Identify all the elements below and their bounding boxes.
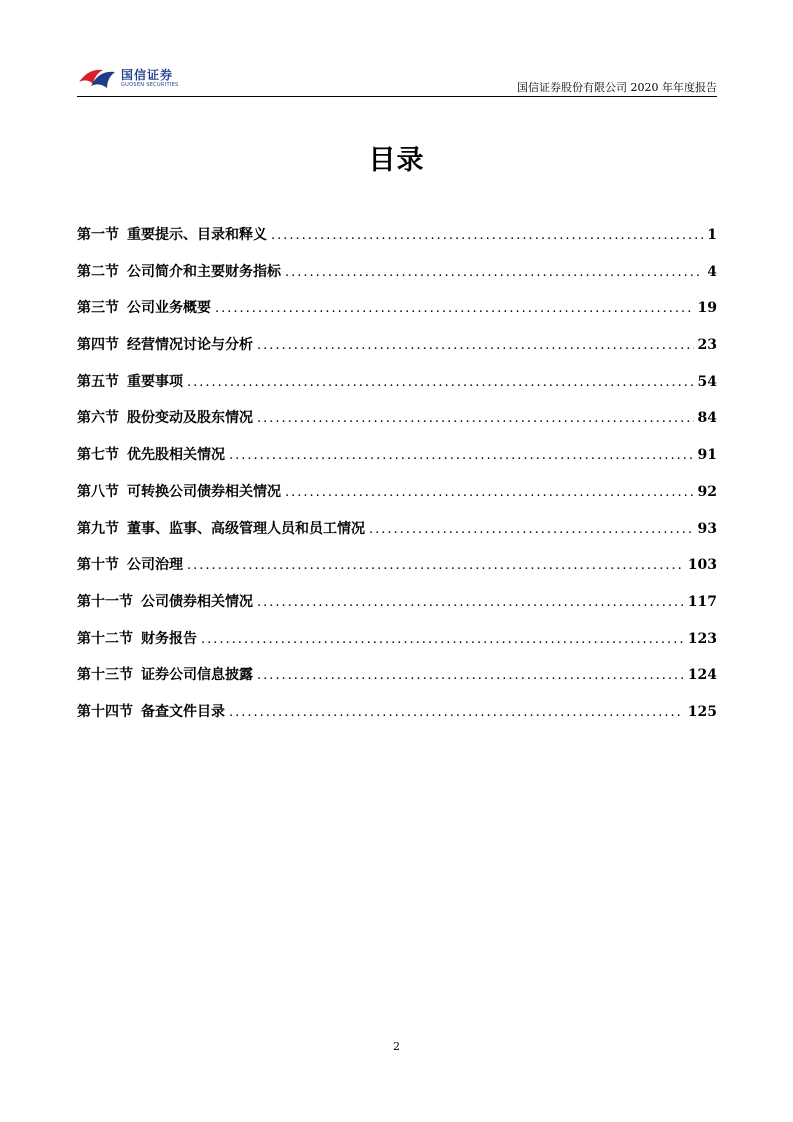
toc-section-title: 备查文件目录 <box>141 703 225 720</box>
table-of-contents <box>77 224 717 738</box>
toc-section-label: 第九节 <box>77 520 119 537</box>
toc-section-title: 董事、监事、高级管理人员和员工情况 <box>127 520 365 537</box>
toc-section-title: 证券公司信息披露 <box>141 667 253 684</box>
toc-page-number: 54 <box>697 373 717 390</box>
toc-section-label: 第六节 <box>77 410 119 427</box>
toc-section-title: 公司简介和主要财务指标 <box>127 263 281 280</box>
page-title: 目录 <box>368 145 425 176</box>
toc-leader-dots <box>187 375 694 390</box>
toc-section-label: 第三节 <box>77 300 119 317</box>
toc-leader-dots <box>201 632 684 647</box>
toc-page-number: 4 <box>707 263 717 280</box>
toc-section-label: 第十一节 <box>77 593 133 610</box>
toc-leader-dots <box>257 595 684 610</box>
toc-page-number: 92 <box>697 483 717 500</box>
toc-entry[interactable] <box>77 701 717 738</box>
toc-section-label: 第一节 <box>77 227 119 243</box>
toc-entry[interactable] <box>77 554 717 591</box>
toc-leader-dots <box>187 558 684 573</box>
toc-page-number: 124 <box>687 667 717 684</box>
toc-entry[interactable] <box>77 481 717 518</box>
toc-section-title: 经营情况讨论与分析 <box>127 337 253 354</box>
toc-page-number: 91 <box>697 447 717 464</box>
toc-entry[interactable] <box>77 444 717 481</box>
toc-leader-dots <box>229 448 694 463</box>
toc-entry[interactable] <box>77 664 717 701</box>
logo-text-cn: 国信证券 <box>121 68 174 82</box>
guosen-logo <box>77 62 197 94</box>
toc-entry[interactable] <box>77 297 717 334</box>
toc-entry[interactable] <box>77 224 717 261</box>
toc-section-label: 第八节 <box>77 483 119 500</box>
toc-section-title: 股份变动及股东情况 <box>127 410 253 427</box>
toc-leader-dots <box>257 411 694 426</box>
toc-leader-dots <box>285 485 694 500</box>
toc-leader-dots <box>285 265 703 280</box>
toc-page-number: 19 <box>697 300 717 317</box>
toc-page-number: 117 <box>687 593 717 610</box>
header-title: 国信证券股份有限公司 2020 年年度报告 <box>517 81 717 94</box>
toc-section-label: 第十四节 <box>77 703 133 720</box>
logo-text-en: GUOSEN SECURITIES <box>121 82 179 88</box>
toc-section-title: 重要事项 <box>127 373 183 390</box>
toc-page-number: 125 <box>687 703 717 720</box>
toc-leader-dots <box>229 705 684 720</box>
toc-section-title: 重要提示、目录和释义 <box>127 227 267 243</box>
toc-page-number: 23 <box>697 337 717 354</box>
toc-page-number: 93 <box>697 520 717 537</box>
toc-entry[interactable] <box>77 518 717 555</box>
toc-leader-dots <box>271 228 703 243</box>
toc-page-number: 123 <box>687 630 717 647</box>
toc-section-label: 第四节 <box>77 337 119 354</box>
toc-section-title: 优先股相关情况 <box>127 447 225 464</box>
toc-section-label: 第七节 <box>77 447 119 464</box>
toc-section-label: 第五节 <box>77 373 119 390</box>
logo-mark-icon <box>77 64 117 90</box>
toc-leader-dots <box>257 338 694 353</box>
toc-section-title: 可转换公司债券相关情况 <box>127 483 281 500</box>
toc-section-label: 第十节 <box>77 557 119 574</box>
toc-entry[interactable] <box>77 371 717 408</box>
toc-entry[interactable] <box>77 591 717 628</box>
toc-entry[interactable] <box>77 628 717 665</box>
toc-section-title: 公司治理 <box>127 557 183 574</box>
toc-section-title: 公司债券相关情况 <box>141 593 253 610</box>
toc-page-number: 103 <box>687 557 717 574</box>
page-number: 2 <box>393 1040 400 1053</box>
page-header <box>77 62 717 97</box>
toc-entry[interactable] <box>77 407 717 444</box>
toc-page-number: 84 <box>697 410 717 427</box>
toc-section-title: 财务报告 <box>141 630 197 647</box>
toc-entry[interactable] <box>77 261 717 298</box>
toc-section-title: 公司业务概要 <box>127 300 211 317</box>
toc-leader-dots <box>215 301 694 316</box>
toc-entry[interactable] <box>77 334 717 371</box>
toc-leader-dots <box>257 668 684 683</box>
toc-page-number: 1 <box>707 227 717 243</box>
toc-section-label: 第二节 <box>77 263 119 280</box>
toc-leader-dots <box>369 522 694 537</box>
toc-section-label: 第十三节 <box>77 667 133 684</box>
toc-section-label: 第十二节 <box>77 630 133 647</box>
